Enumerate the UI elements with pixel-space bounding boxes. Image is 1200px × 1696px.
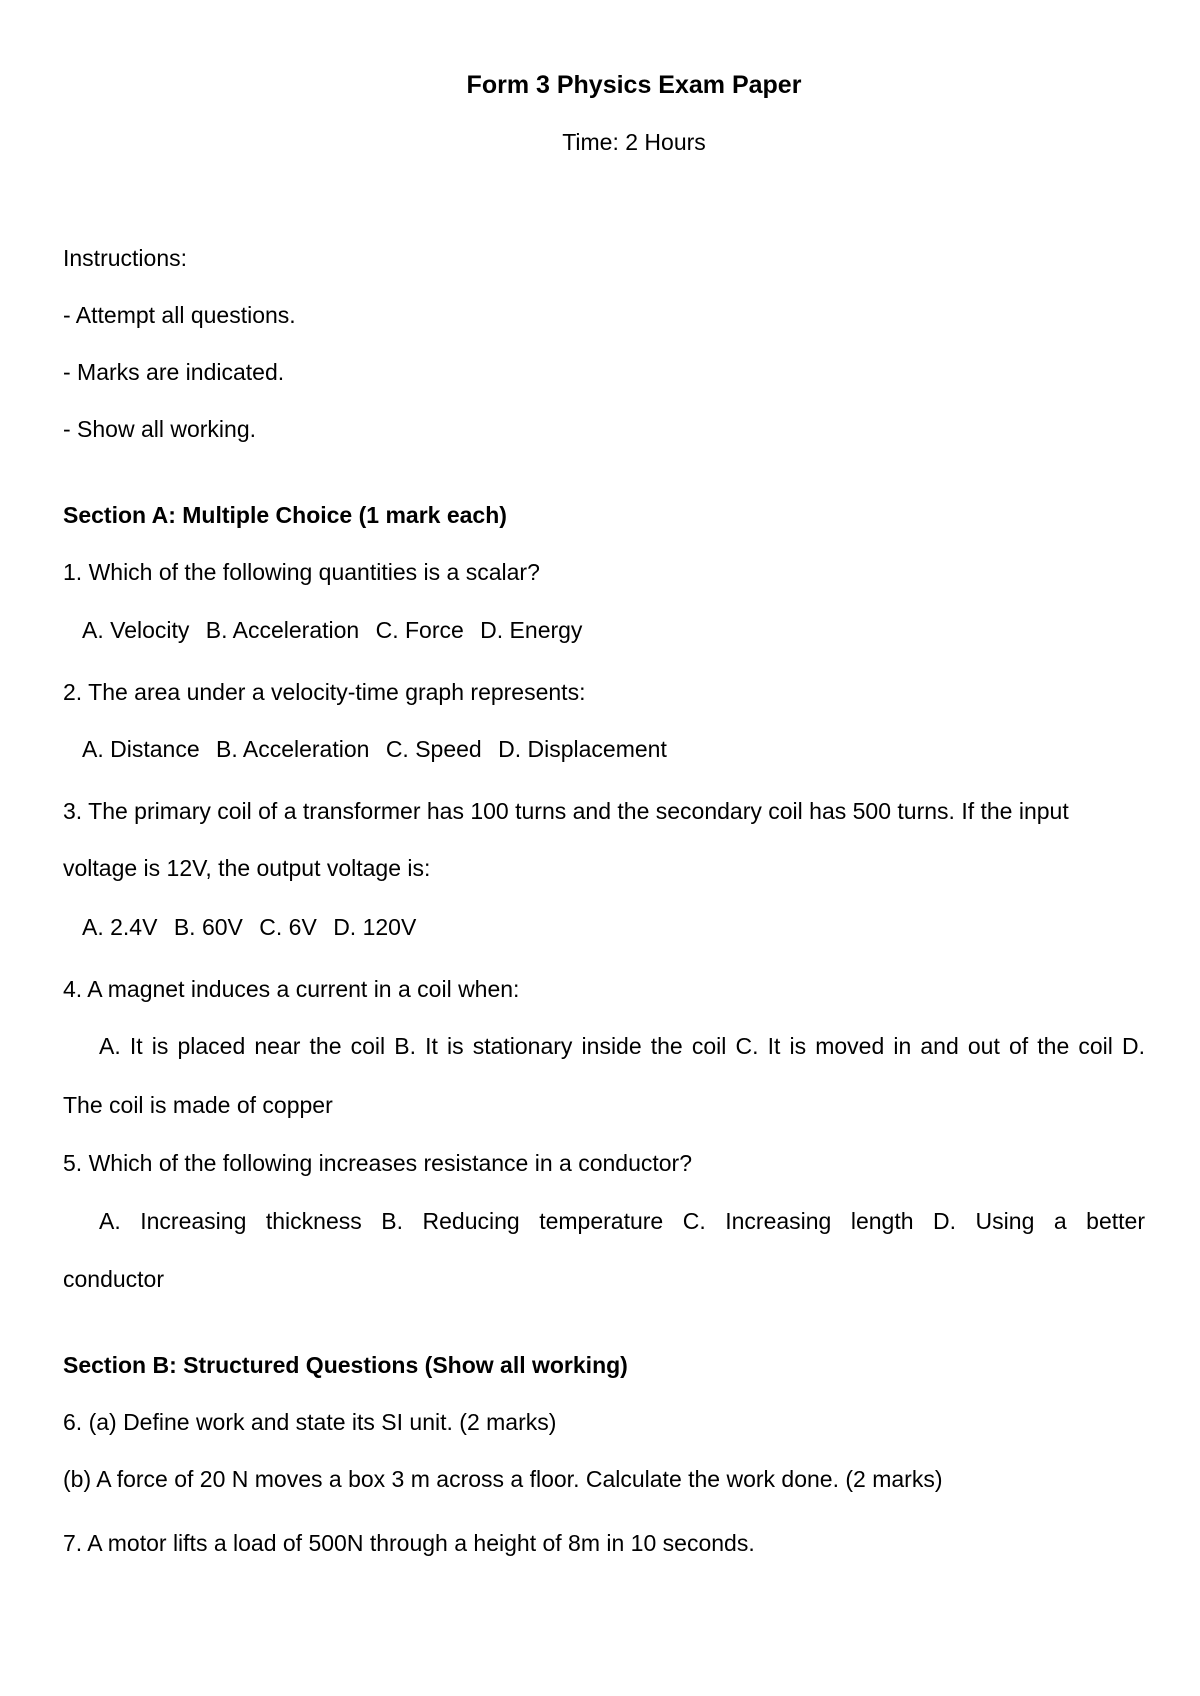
question-7: 7. A motor lifts a load of 500N through a height of 8m in 10 seconds. — [63, 1530, 755, 1556]
option-d: D. Displacement — [498, 736, 667, 762]
question-5-options-line-1 — [63, 1206, 1145, 1236]
question-5-options-line-2: conductor — [63, 1266, 165, 1292]
question-6b: (b) A force of 20 N moves a box 3 m across a floor. Calculate the work done. (2 marks) — [63, 1466, 943, 1492]
option-d: D. Energy — [480, 617, 583, 643]
section-a-heading: Section A: Multiple Choice (1 mark each) — [63, 502, 507, 528]
instruction-item: - Attempt all questions. — [63, 302, 296, 328]
question-1: 1. Which of the following quantities is a scalar? — [63, 559, 540, 585]
option-b: B. 60V — [173, 914, 243, 940]
exam-time: Time: 2 Hours — [562, 129, 706, 155]
option-b: B. Acceleration — [216, 736, 370, 762]
question-2-options — [82, 734, 677, 764]
option-d: D. 120V — [333, 914, 417, 940]
question-2: 2. The area under a velocity-time graph represents: — [63, 679, 586, 705]
question-3-options — [82, 912, 426, 942]
question-1-options — [82, 615, 592, 645]
option-c: C. Force — [375, 617, 464, 643]
question-5: 5. Which of the following increases resistance in a conductor? — [63, 1150, 692, 1176]
instructions-heading: Instructions: — [63, 245, 187, 271]
option-a: A. Velocity — [82, 617, 190, 643]
page-title: Form 3 Physics Exam Paper — [466, 71, 802, 99]
question-4: 4. A magnet induces a current in a coil when: — [63, 976, 520, 1002]
section-b-heading: Section B: Structured Questions (Show all working) — [63, 1352, 628, 1378]
question-3-line-1: 3. The primary coil of a transformer has 100 turns and the secondary coil has 500 turns. If the input — [63, 798, 1069, 824]
option-c: C. Speed — [385, 736, 482, 762]
option-a: A. Distance — [82, 736, 200, 762]
question-5-options-text: A. Increasing thickness B. Reducing temperature C. Increasing length D. Using a better — [99, 1208, 1145, 1234]
instruction-item: - Show all working. — [63, 416, 257, 442]
option-b: B. Acceleration — [205, 617, 360, 643]
option-a: A. 2.4V — [82, 914, 158, 940]
question-4-options-text: A. It is placed near the coil B. It is stationary inside the coil C. It is moved in and out of the coil D. — [99, 1033, 1145, 1059]
question-4-options-line-1 — [63, 1031, 1145, 1061]
question-3-line-2: voltage is 12V, the output voltage is: — [63, 855, 431, 881]
question-6a: 6. (a) Define work and state its SI unit. (2 marks) — [63, 1409, 557, 1435]
instruction-item: - Marks are indicated. — [63, 359, 285, 385]
question-4-options-line-2: The coil is made of copper — [63, 1092, 333, 1118]
option-c: C. 6V — [259, 914, 317, 940]
